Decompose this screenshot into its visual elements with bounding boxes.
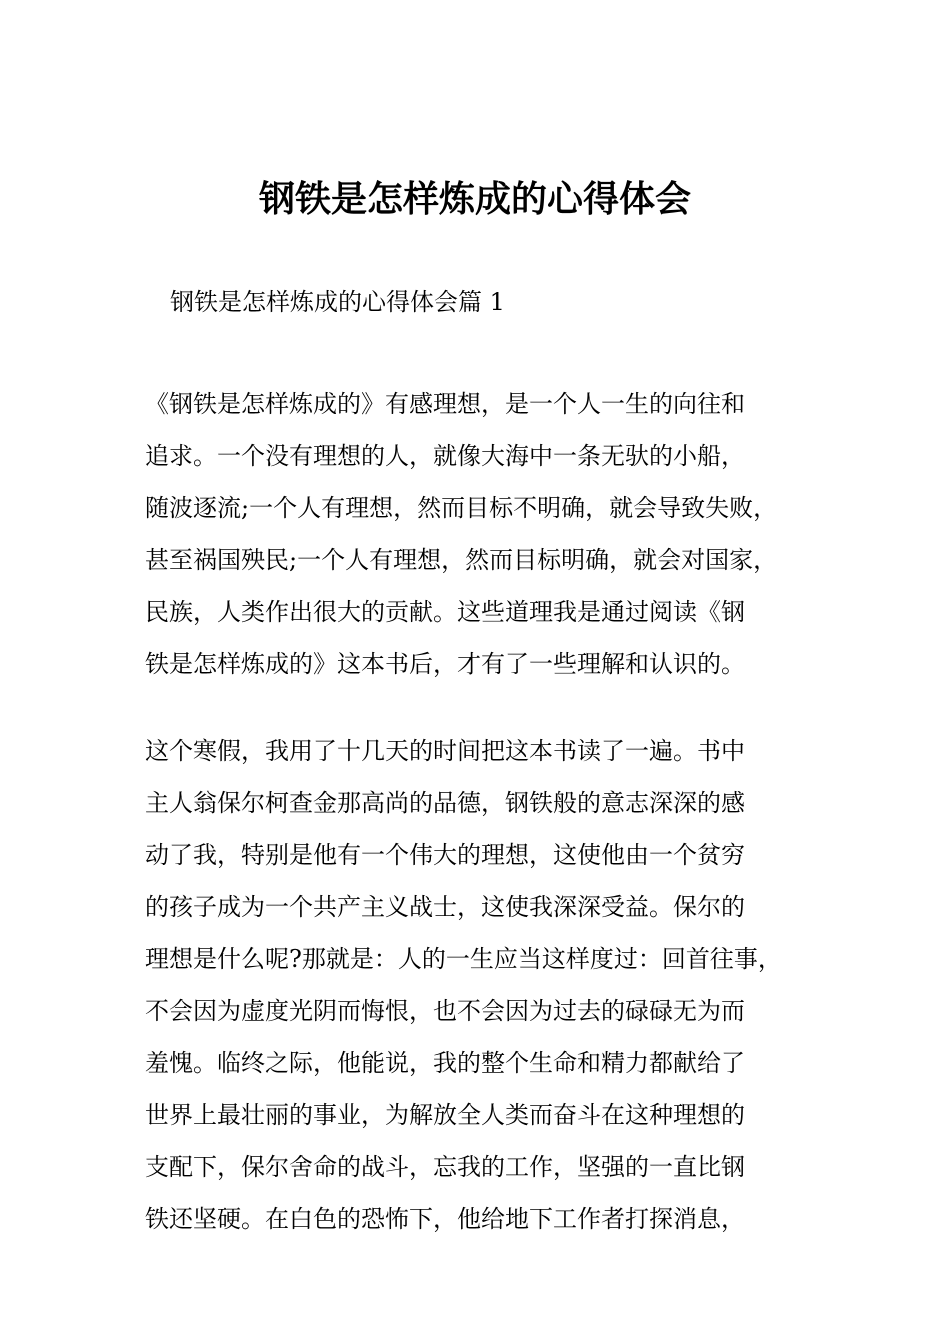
paragraph-line: 甚至祸国殃民;一个人有理想，然而目标明确，就会对国家， xyxy=(145,546,778,574)
paragraph-line: 理想是什么呢?那就是：人的一生应当这样度过：回首往事， xyxy=(145,945,782,973)
paragraph-line: 不会因为虚度光阴而悔恨，也不会因为过去的碌碌无为而 xyxy=(145,997,745,1025)
paragraph-line: 铁还坚硬。在白色的恐怖下，他给地下工作者打探消息， xyxy=(145,1205,745,1233)
paragraph-1 xyxy=(145,378,835,690)
paragraph-line: 世界上最壮丽的事业，为解放全人类而奋斗在这种理想的 xyxy=(145,1101,745,1129)
paragraph-line: 铁是怎样炼成的》这本书后，才有了一些理解和认识的。 xyxy=(145,650,745,678)
section-heading: 钢铁是怎样炼成的心得体会篇 1 xyxy=(170,288,505,316)
paragraph-line: 《钢铁是怎样炼成的》有感理想，是一个人一生的向往和 xyxy=(145,390,745,418)
paragraph-line: 羞愧。临终之际，他能说，我的整个生命和精力都献给了 xyxy=(145,1049,745,1077)
paragraph-line: 动了我，特别是他有一个伟大的理想，这使他由一个贫穷 xyxy=(145,841,745,869)
paragraph-line: 随波逐流;一个人有理想，然而目标不明确，就会导致失败， xyxy=(145,494,778,522)
paragraph-line: 追求。一个没有理想的人，就像大海中一条无驮的小船， xyxy=(145,442,745,470)
paragraph-line: 主人翁保尔柯查金那高尚的品德，钢铁般的意志深深的感 xyxy=(145,789,745,817)
paragraph-line: 这个寒假，我用了十几天的时间把这本书读了一遍。书中 xyxy=(145,737,745,765)
document-title: 钢铁是怎样炼成的心得体会 xyxy=(258,179,691,220)
paragraph-line: 支配下，保尔舍命的战斗，忘我的工作，坚强的一直比钢 xyxy=(145,1153,745,1181)
paragraph-line: 民族，人类作出很大的贡献。这些道理我是通过阅读《钢 xyxy=(145,598,745,626)
paragraph-line: 的孩子成为一个共产主义战士，这使我深深受益。保尔的 xyxy=(145,893,745,921)
paragraph-2 xyxy=(145,725,835,1245)
